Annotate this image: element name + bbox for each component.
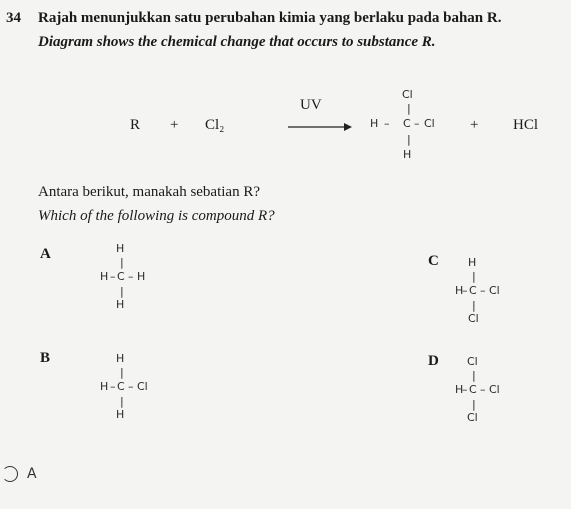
reaction-arrow	[288, 122, 352, 132]
atom: C	[403, 117, 411, 130]
question-text-malay: Rajah menunjukkan satu perubahan kimia yang berlaku pada bahan R.	[38, 10, 502, 26]
option-c-structure: H | H – C – Cl | Cl	[455, 256, 500, 325]
option-d-letter[interactable]: D	[428, 353, 439, 369]
plus-sign-2: +	[470, 117, 479, 133]
reaction-condition: UV	[300, 97, 322, 113]
reactant-chlorine: Cl₂	[205, 117, 225, 133]
atom: Cl	[424, 117, 435, 130]
prompt-malay: Antara berikut, manakah sebatian R?	[38, 184, 260, 200]
reactant-r: R	[130, 117, 141, 133]
question-number: 34	[6, 10, 21, 26]
atom: H	[370, 117, 379, 130]
product-hcl: HCl	[513, 117, 539, 133]
option-b-structure: H | H – C – Cl | H	[100, 352, 148, 421]
prompt-english: Which of the following is compound R?	[38, 208, 275, 224]
option-c-letter[interactable]: C	[428, 253, 439, 269]
question-text-english: Diagram shows the chemical change that occurs to substance R.	[38, 34, 436, 50]
option-a-structure: H | H – C – H | H	[100, 242, 146, 311]
plus-sign: +	[170, 117, 179, 133]
answer-radio-icon[interactable]	[2, 466, 18, 482]
atom: H	[403, 148, 412, 161]
option-d-structure: Cl | H – C – Cl | Cl	[455, 355, 500, 424]
atom: Cl	[402, 88, 413, 101]
answer-label: A	[27, 466, 37, 482]
option-b-letter[interactable]: B	[40, 350, 51, 366]
product-structure: Cl | H – C – Cl | H	[370, 88, 435, 161]
option-a-letter[interactable]: A	[40, 246, 51, 262]
